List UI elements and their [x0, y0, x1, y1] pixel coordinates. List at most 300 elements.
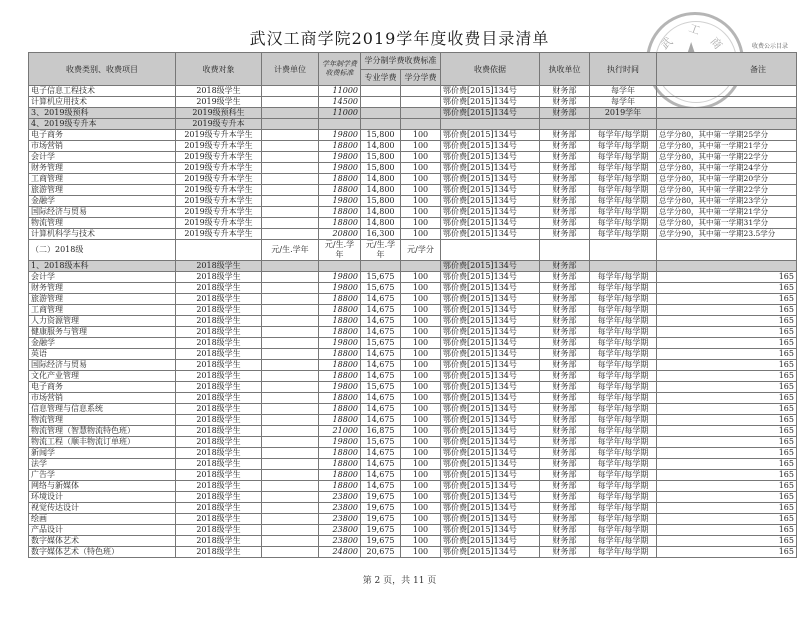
row-exec-unit: 财务部: [540, 218, 590, 229]
row-basis: [441, 240, 540, 261]
row-name: 数字媒体艺术（特色班）: [29, 547, 176, 558]
table-row: [29, 152, 797, 163]
row-exec-time: 每学年/每学期: [590, 229, 657, 240]
row-exec-unit: 财务部: [540, 382, 590, 393]
row-exec-unit: 财务部: [540, 437, 590, 448]
row-basis: 鄂价费[2015]134号: [441, 207, 540, 218]
row-target: 2018级学生: [176, 459, 262, 470]
row-exec-time: 每学年/每学期: [590, 404, 657, 415]
header-year-standard: 学年制学费收费标准: [319, 53, 361, 86]
row-major-fee: 15,800: [361, 152, 401, 163]
table-row: [29, 503, 797, 514]
row-basis: 鄂价费[2015]134号: [441, 174, 540, 185]
header-credit-standard: 学分制学费收费标准: [361, 53, 441, 70]
row-name: 电子商务: [29, 130, 176, 141]
row-unit: [262, 415, 319, 426]
row-target: 2018级学生: [176, 305, 262, 316]
table-row: [29, 426, 797, 437]
row-major-fee: 16,875: [361, 426, 401, 437]
row-year-standard: 11000: [319, 108, 361, 119]
row-exec-unit: 财务部: [540, 404, 590, 415]
row-exec-unit: 财务部: [540, 130, 590, 141]
row-credit-fee: 100: [401, 196, 441, 207]
row-year-standard: 18800: [319, 305, 361, 316]
row-year-standard: 18800: [319, 404, 361, 415]
header-category: 收费类别、收费项目: [29, 53, 176, 86]
table-row: [29, 448, 797, 459]
row-major-fee: 14,800: [361, 185, 401, 196]
row-name: 财务管理: [29, 163, 176, 174]
row-unit: [262, 382, 319, 393]
row-target: 2018级学生: [176, 349, 262, 360]
row-target: 2019级预科生: [176, 108, 262, 119]
table-row: [29, 174, 797, 185]
row-year-standard: 21000: [319, 426, 361, 437]
row-remark: 165: [657, 327, 797, 338]
row-exec-time: 每学年/每学期: [590, 305, 657, 316]
row-remark: 165: [657, 283, 797, 294]
row-remark: 165: [657, 404, 797, 415]
header-major-fee: 专业学费: [361, 69, 401, 86]
row-year-standard: 18800: [319, 185, 361, 196]
row-remark: 165: [657, 514, 797, 525]
row-target: 2018级学生: [176, 272, 262, 283]
row-basis: 鄂价费[2015]134号: [441, 514, 540, 525]
header-basis: 收费依据: [441, 53, 540, 86]
row-exec-time: 每学年/每学期: [590, 283, 657, 294]
row-name: 健康服务与管理: [29, 327, 176, 338]
corner-note: 收费公示目录: [752, 43, 789, 50]
row-credit-fee: 100: [401, 492, 441, 503]
table-row: [29, 404, 797, 415]
row-credit-fee: 100: [401, 415, 441, 426]
row-name: 3、2019级预科: [29, 108, 176, 119]
row-exec-unit: 财务部: [540, 371, 590, 382]
row-major-fee: 15,675: [361, 437, 401, 448]
row-exec-unit: 财务部: [540, 536, 590, 547]
row-year-standard: 元/生.学年: [319, 240, 361, 261]
row-exec-time: 每学年/每学期: [590, 294, 657, 305]
row-basis: 鄂价费[2015]134号: [441, 229, 540, 240]
table-row: [29, 97, 797, 108]
row-basis: 鄂价费[2015]134号: [441, 261, 540, 272]
row-target: 2018级学生: [176, 404, 262, 415]
table-row: [29, 294, 797, 305]
row-exec-time: 2019学年: [590, 108, 657, 119]
row-remark: 总学分90，其中第一学期23.5学分: [657, 229, 797, 240]
row-name: 信息管理与信息系统: [29, 404, 176, 415]
row-name: 电子商务: [29, 382, 176, 393]
row-name: 国际经济与贸易: [29, 207, 176, 218]
row-target: 2018级学生: [176, 481, 262, 492]
row-basis: 鄂价费[2015]134号: [441, 547, 540, 558]
row-target: 2018级学生: [176, 437, 262, 448]
row-target: 2019级专升本学生: [176, 185, 262, 196]
row-remark: 总学分80，其中第一学期25学分: [657, 130, 797, 141]
row-credit-fee: 100: [401, 152, 441, 163]
row-exec-time: 每学年/每学期: [590, 393, 657, 404]
row-target: 2018级学生: [176, 86, 262, 97]
row-basis: 鄂价费[2015]134号: [441, 141, 540, 152]
row-target: 2019级专升本学生: [176, 163, 262, 174]
row-name: 工商管理: [29, 305, 176, 316]
row-exec-time: 每学年/每学期: [590, 426, 657, 437]
row-major-fee: 15,800: [361, 163, 401, 174]
row-exec-unit: 财务部: [540, 294, 590, 305]
row-year-standard: 19800: [319, 130, 361, 141]
row-target: 2018级学生: [176, 338, 262, 349]
row-target: 2019级专升本学生: [176, 207, 262, 218]
row-name: 国际经济与贸易: [29, 360, 176, 371]
row-remark: 165: [657, 503, 797, 514]
row-name: 绘画: [29, 514, 176, 525]
row-major-fee: [361, 119, 401, 130]
row-exec-time: 每学年/每学期: [590, 514, 657, 525]
row-exec-time: 每学年/每学期: [590, 371, 657, 382]
row-remark: [657, 97, 797, 108]
row-exec-time: 每学年/每学期: [590, 382, 657, 393]
row-basis: 鄂价费[2015]134号: [441, 218, 540, 229]
row-major-fee: 20,675: [361, 547, 401, 558]
row-remark: 总学分80，其中第一学期22学分: [657, 185, 797, 196]
row-exec-unit: 财务部: [540, 448, 590, 459]
table-row: [29, 547, 797, 558]
row-credit-fee: 100: [401, 536, 441, 547]
row-year-standard: [319, 261, 361, 272]
row-remark: 总学分80，其中第一学期21学分: [657, 141, 797, 152]
row-exec-unit: 财务部: [540, 141, 590, 152]
row-name: 数字媒体艺术: [29, 536, 176, 547]
row-major-fee: 15,675: [361, 382, 401, 393]
table-row: [29, 327, 797, 338]
row-major-fee: 14,675: [361, 404, 401, 415]
row-unit: [262, 327, 319, 338]
row-credit-fee: 100: [401, 525, 441, 536]
header-exec-time: 执行时间: [590, 53, 657, 86]
row-basis: 鄂价费[2015]134号: [441, 426, 540, 437]
row-unit: [262, 338, 319, 349]
row-year-standard: 18800: [319, 207, 361, 218]
row-exec-unit: 财务部: [540, 481, 590, 492]
row-exec-unit: 财务部: [540, 360, 590, 371]
row-year-standard: 19800: [319, 338, 361, 349]
row-exec-unit: 财务部: [540, 272, 590, 283]
table-row: [29, 459, 797, 470]
row-major-fee: 15,800: [361, 130, 401, 141]
row-basis: 鄂价费[2015]134号: [441, 316, 540, 327]
table-row: [29, 108, 797, 119]
row-unit: [262, 360, 319, 371]
row-target: 2019级专升本: [176, 119, 262, 130]
row-remark: 总学分80，其中第一学期21学分: [657, 207, 797, 218]
row-credit-fee: 100: [401, 459, 441, 470]
row-name: 电子信息工程技术: [29, 86, 176, 97]
row-remark: 165: [657, 305, 797, 316]
row-major-fee: 14,675: [361, 371, 401, 382]
row-basis: 鄂价费[2015]134号: [441, 481, 540, 492]
row-exec-time: 每学年/每学期: [590, 196, 657, 207]
row-name: 物流管理（智慧物流特色班）: [29, 426, 176, 437]
row-year-standard: 19800: [319, 163, 361, 174]
row-major-fee: 14,675: [361, 481, 401, 492]
row-remark: [657, 119, 797, 130]
row-year-standard: 18800: [319, 470, 361, 481]
row-year-standard: 18800: [319, 481, 361, 492]
row-year-standard: 18800: [319, 316, 361, 327]
row-name: 物流管理: [29, 218, 176, 229]
row-major-fee: 15,675: [361, 272, 401, 283]
row-exec-unit: 财务部: [540, 261, 590, 272]
row-basis: 鄂价费[2015]134号: [441, 415, 540, 426]
row-exec-time: 每学年/每学期: [590, 437, 657, 448]
row-basis: 鄂价费[2015]134号: [441, 404, 540, 415]
row-unit: [262, 119, 319, 130]
row-remark: 165: [657, 272, 797, 283]
row-unit: [262, 404, 319, 415]
table-row: [29, 382, 797, 393]
row-target: 2019级专升本学生: [176, 196, 262, 207]
row-major-fee: 14,675: [361, 470, 401, 481]
row-unit: [262, 152, 319, 163]
row-basis: 鄂价费[2015]134号: [441, 393, 540, 404]
row-exec-time: [590, 119, 657, 130]
row-exec-time: 每学年/每学期: [590, 525, 657, 536]
row-exec-time: 每学年/每学期: [590, 141, 657, 152]
row-year-standard: 18800: [319, 448, 361, 459]
row-year-standard: 18800: [319, 141, 361, 152]
row-exec-time: 每学年: [590, 97, 657, 108]
row-name: 金融学: [29, 196, 176, 207]
row-exec-time: 每学年/每学期: [590, 536, 657, 547]
row-remark: 165: [657, 360, 797, 371]
row-exec-time: 每学年/每学期: [590, 218, 657, 229]
row-credit-fee: 100: [401, 174, 441, 185]
table-row: [29, 371, 797, 382]
row-exec-unit: [540, 119, 590, 130]
row-name: 计算机科学与技术: [29, 229, 176, 240]
row-unit: [262, 492, 319, 503]
row-name: 会计学: [29, 272, 176, 283]
row-basis: 鄂价费[2015]134号: [441, 86, 540, 97]
row-year-standard: 19800: [319, 382, 361, 393]
row-year-standard: 23800: [319, 514, 361, 525]
row-exec-unit: 财务部: [540, 283, 590, 294]
row-unit: [262, 261, 319, 272]
row-exec-unit: 财务部: [540, 86, 590, 97]
row-exec-time: 每学年/每学期: [590, 163, 657, 174]
row-credit-fee: 100: [401, 382, 441, 393]
table-row: [29, 393, 797, 404]
row-major-fee: 14,800: [361, 141, 401, 152]
table-row: [29, 305, 797, 316]
table-row: [29, 481, 797, 492]
row-year-standard: 23800: [319, 492, 361, 503]
row-major-fee: 14,675: [361, 459, 401, 470]
row-year-standard: 24800: [319, 547, 361, 558]
row-exec-time: 每学年/每学期: [590, 207, 657, 218]
row-exec-time: 每学年/每学期: [590, 459, 657, 470]
page-title: 武汉工商学院2019学年度收费目录清单: [249, 29, 550, 48]
row-unit: [262, 448, 319, 459]
row-credit-fee: 100: [401, 294, 441, 305]
row-unit: [262, 316, 319, 327]
fee-table-body: [29, 86, 797, 558]
row-target: 2019级专升本学生: [176, 174, 262, 185]
row-name: 法学: [29, 459, 176, 470]
row-remark: 165: [657, 481, 797, 492]
table-row: [29, 272, 797, 283]
row-unit: [262, 305, 319, 316]
row-unit: [262, 185, 319, 196]
table-row: [29, 185, 797, 196]
table-row: [29, 196, 797, 207]
row-exec-time: 每学年/每学期: [590, 415, 657, 426]
row-basis: 鄂价费[2015]134号: [441, 448, 540, 459]
row-basis: 鄂价费[2015]134号: [441, 185, 540, 196]
row-remark: 165: [657, 525, 797, 536]
row-credit-fee: 100: [401, 229, 441, 240]
row-credit-fee: 100: [401, 185, 441, 196]
row-remark: 总学分80，其中第一学期20学分: [657, 174, 797, 185]
row-name: 广告学: [29, 470, 176, 481]
row-target: 2018级学生: [176, 360, 262, 371]
row-credit-fee: [401, 86, 441, 97]
row-remark: 总学分80，其中第一学期23学分: [657, 196, 797, 207]
row-major-fee: [361, 108, 401, 119]
row-exec-unit: 财务部: [540, 174, 590, 185]
row-exec-unit: 财务部: [540, 415, 590, 426]
row-credit-fee: 100: [401, 393, 441, 404]
row-exec-time: 每学年: [590, 86, 657, 97]
row-unit: [262, 196, 319, 207]
row-exec-unit: 财务部: [540, 459, 590, 470]
row-credit-fee: 100: [401, 470, 441, 481]
row-remark: 165: [657, 415, 797, 426]
table-row: [29, 218, 797, 229]
row-exec-time: 每学年/每学期: [590, 316, 657, 327]
row-major-fee: 14,675: [361, 349, 401, 360]
page-footer: 第 2 页，共 11 页: [362, 576, 437, 586]
row-exec-time: 每学年/每学期: [590, 481, 657, 492]
row-remark: 165: [657, 492, 797, 503]
row-credit-fee: 100: [401, 349, 441, 360]
row-major-fee: 14,675: [361, 448, 401, 459]
row-exec-time: [590, 261, 657, 272]
row-exec-unit: 财务部: [540, 327, 590, 338]
row-target: 2018级学生: [176, 448, 262, 459]
seal-char: 商: [707, 34, 725, 52]
row-name: 英语: [29, 349, 176, 360]
row-year-standard: 18800: [319, 218, 361, 229]
row-target: 2018级学生: [176, 426, 262, 437]
row-exec-unit: 财务部: [540, 547, 590, 558]
row-exec-time: 每学年/每学期: [590, 338, 657, 349]
row-exec-unit: 财务部: [540, 338, 590, 349]
row-exec-unit: 财务部: [540, 305, 590, 316]
row-credit-fee: 100: [401, 503, 441, 514]
row-exec-unit: 财务部: [540, 185, 590, 196]
row-name: 旅游管理: [29, 294, 176, 305]
row-year-standard: 18800: [319, 360, 361, 371]
row-basis: 鄂价费[2015]134号: [441, 283, 540, 294]
row-remark: [657, 108, 797, 119]
row-remark: 165: [657, 536, 797, 547]
row-target: 2018级学生: [176, 316, 262, 327]
row-exec-time: 每学年/每学期: [590, 272, 657, 283]
row-exec-unit: 财务部: [540, 108, 590, 119]
row-major-fee: 19,675: [361, 514, 401, 525]
row-major-fee: 15,800: [361, 196, 401, 207]
row-exec-unit: 财务部: [540, 163, 590, 174]
row-exec-unit: 财务部: [540, 152, 590, 163]
row-name: 工商管理: [29, 174, 176, 185]
table-row: [29, 229, 797, 240]
row-unit: [262, 426, 319, 437]
row-unit: [262, 272, 319, 283]
row-year-standard: 19800: [319, 196, 361, 207]
header-remark: 备注: [657, 53, 797, 86]
row-target: 2018级学生: [176, 327, 262, 338]
table-row: [29, 141, 797, 152]
row-remark: 总学分80，其中第一学期31学分: [657, 218, 797, 229]
row-basis: 鄂价费[2015]134号: [441, 470, 540, 481]
row-unit: [262, 393, 319, 404]
row-unit: [262, 218, 319, 229]
row-year-standard: 23800: [319, 503, 361, 514]
row-major-fee: 19,675: [361, 525, 401, 536]
row-target: 2018级学生: [176, 492, 262, 503]
row-major-fee: 14,800: [361, 218, 401, 229]
row-credit-fee: 100: [401, 426, 441, 437]
row-unit: [262, 283, 319, 294]
seal-char: 工: [686, 21, 702, 38]
row-major-fee: 19,675: [361, 492, 401, 503]
row-unit: [262, 470, 319, 481]
row-basis: 鄂价费[2015]134号: [441, 459, 540, 470]
row-exec-unit: 财务部: [540, 470, 590, 481]
row-target: 2018级学生: [176, 525, 262, 536]
table-row: [29, 261, 797, 272]
row-name: 文化产业管理: [29, 371, 176, 382]
row-major-fee: 14,800: [361, 174, 401, 185]
row-name: 人力资源管理: [29, 316, 176, 327]
table-row: [29, 360, 797, 371]
row-basis: 鄂价费[2015]134号: [441, 163, 540, 174]
row-basis: 鄂价费[2015]134号: [441, 503, 540, 514]
row-name: 4、2019级专升本: [29, 119, 176, 130]
row-name: 物流工程（顺丰物流订单班）: [29, 437, 176, 448]
row-exec-time: 每学年/每学期: [590, 130, 657, 141]
row-exec-time: 每学年/每学期: [590, 448, 657, 459]
header-credit-fee: 学分学费: [401, 69, 441, 86]
row-remark: 165: [657, 294, 797, 305]
row-name: 市场营销: [29, 393, 176, 404]
row-year-standard: 18800: [319, 393, 361, 404]
table-row: [29, 514, 797, 525]
row-credit-fee: 100: [401, 338, 441, 349]
row-year-standard: 19800: [319, 152, 361, 163]
header-target: 收费对象: [176, 53, 262, 86]
row-basis: 鄂价费[2015]134号: [441, 360, 540, 371]
row-remark: 165: [657, 371, 797, 382]
row-year-standard: 19800: [319, 283, 361, 294]
row-basis: 鄂价费[2015]134号: [441, 108, 540, 119]
row-target: 2019级专升本学生: [176, 152, 262, 163]
row-year-standard: 20800: [319, 229, 361, 240]
row-exec-unit: 财务部: [540, 525, 590, 536]
row-name: 产品设计: [29, 525, 176, 536]
row-major-fee: 14,675: [361, 360, 401, 371]
